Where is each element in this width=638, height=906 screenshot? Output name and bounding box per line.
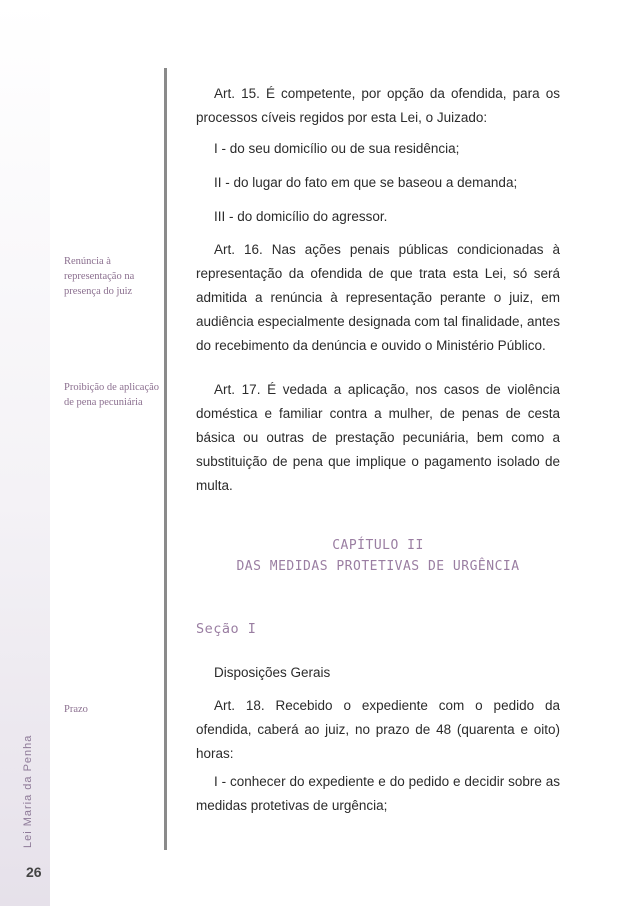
book-title-vertical: Lei Maria da Penha (22, 734, 34, 848)
section-subtitle: Disposições Gerais (214, 665, 331, 680)
article-15-item-2: II - do lugar do fato em que se baseou a demanda; (214, 175, 518, 190)
column-divider (164, 68, 167, 850)
article-15-item-3: III - do domicílio do agressor. (214, 209, 388, 224)
article-15-item-1: I - do seu domicílio ou de sua residência; (214, 141, 460, 156)
chapter-number: CAPÍTULO II (332, 538, 424, 553)
article-15: Art. 15. É competente, por opção da ofendida, para os processos cíveis regidos por esta Lei, o Juizado: (196, 86, 560, 125)
margin-note-proibicao: Proibição de aplicação de pena pecuniária (64, 382, 160, 408)
article-18-item-1: I - conhecer do expediente e do pedido e decidir sobre as medidas protetivas de urgência; (196, 774, 560, 813)
margin-note-prazo: Prazo (64, 704, 88, 715)
article-17: Art. 17. É vedada a aplicação, nos casos de violência doméstica e familiar contra a mulher, de penas de cesta básica ou outras de prestação pecuniária, bem como a substituição de pena que implique o pagamento isolado de multa. (196, 382, 560, 493)
article-16: Art. 16. Nas ações penais públicas condicionadas à representação da ofendida de que trata esta Lei, só será admitida a renúncia à representação perante o juiz, em audiência especialmente designada com tal finalidade, antes do recebimento da denúncia e ouvido o Ministério Público. (196, 242, 560, 353)
section-label: Seção I (196, 621, 257, 637)
chapter-title: DAS MEDIDAS PROTETIVAS DE URGÊNCIA (236, 559, 520, 574)
page-number: 26 (26, 864, 42, 880)
article-18: Art. 18. Recebido o expediente com o pedido da ofendida, caberá ao juiz, no prazo de 48 (quarenta e oito) horas: (196, 698, 560, 761)
margin-note-renuncia: Renúncia à representação na presença do juiz (64, 256, 135, 297)
